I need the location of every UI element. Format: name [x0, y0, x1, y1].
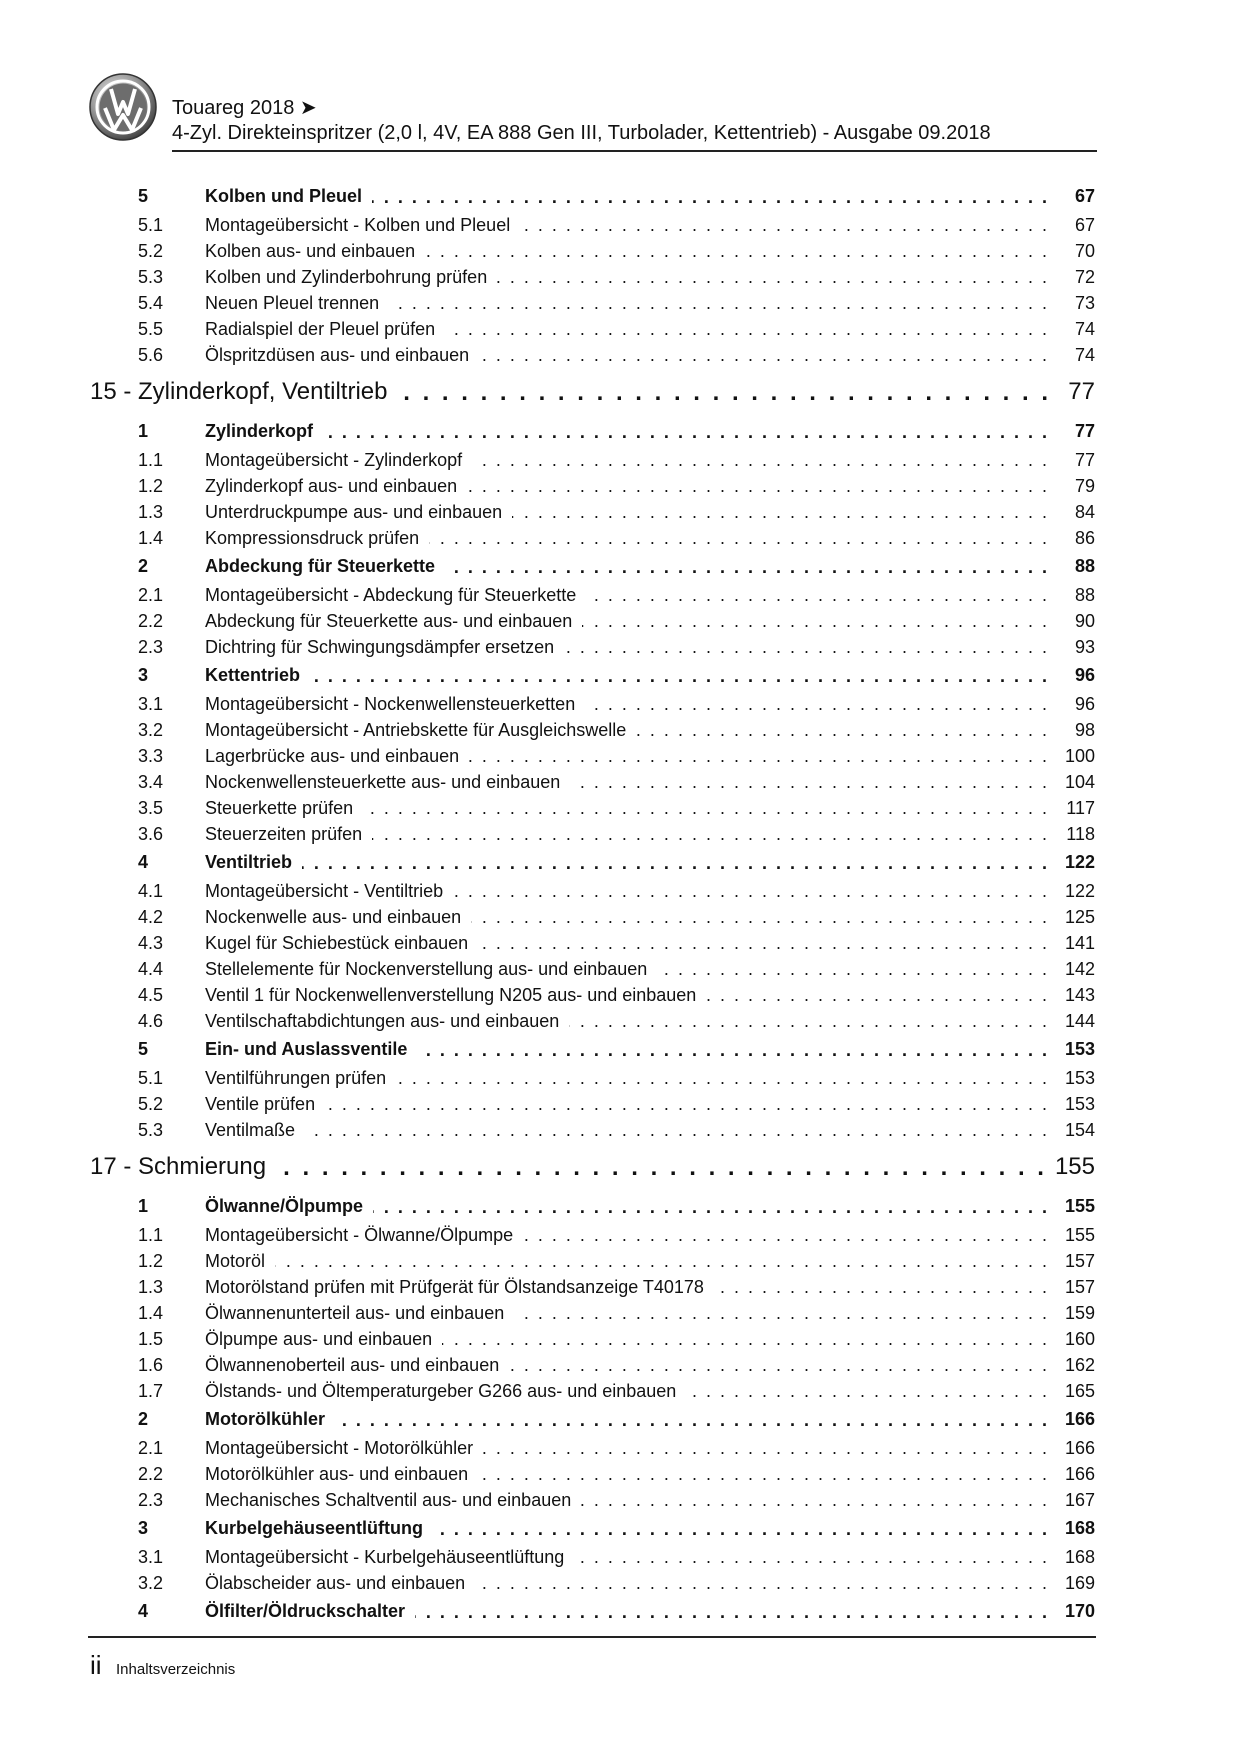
footer-divider	[88, 1636, 1096, 1638]
toc-entry-title: Abdeckung für Steuerkette	[205, 556, 436, 576]
toc-entry-number: 5.6	[138, 344, 164, 365]
toc-entry-title: Kugel für Schiebestück einbauen	[205, 932, 469, 953]
toc-leader-dots	[657, 959, 1049, 979]
toc-entry-title: Motorölkühler	[205, 1409, 325, 1429]
toc-entry-number: 4.5	[138, 984, 164, 1005]
toc-entry-number: 3.2	[138, 719, 164, 740]
toc-leader-dots	[497, 267, 1049, 287]
toc-section-row[interactable]	[90, 847, 1095, 878]
toc-entry-page: 74	[1074, 344, 1095, 365]
toc-subsection-row[interactable]	[90, 1248, 1095, 1274]
toc-entry-title: Ölwannenoberteil aus- und einbauen	[205, 1354, 500, 1375]
toc-entry-number: 5	[138, 186, 149, 206]
toc-entry-title: Ölabscheider aus- und einbauen	[205, 1572, 466, 1593]
toc-chapter-row[interactable]	[90, 1143, 1095, 1191]
toc-entry-number: 1.4	[138, 1302, 164, 1323]
toc-entry-title: Motoröl	[205, 1250, 266, 1271]
toc-chapter-row[interactable]	[90, 368, 1095, 416]
toc-entry-number: 4.6	[138, 1010, 164, 1031]
toc-entry-title: Kolben und Zylinderbohrung prüfen	[205, 266, 488, 287]
toc-entry-title: Ventilmaße	[205, 1119, 296, 1140]
toc-entry-number: 3	[138, 1518, 149, 1538]
toc-entry-number: 1.1	[138, 1224, 164, 1245]
toc-subsection-row[interactable]	[90, 743, 1095, 769]
toc-entry-number: 2.1	[138, 584, 164, 605]
toc-leader-dots	[471, 907, 1049, 927]
toc-entry-page: 168	[1064, 1518, 1095, 1538]
toc-subsection-row[interactable]	[90, 769, 1095, 795]
toc-leader-dots	[581, 1490, 1049, 1510]
toc-leader-dots	[275, 1251, 1049, 1271]
toc-entry-title: Montageübersicht - Nockenwellensteuerketten	[205, 693, 576, 714]
toc-entry-page: 125	[1064, 906, 1095, 927]
toc-entry-title: Montageübersicht - Ventiltrieb	[205, 880, 444, 901]
toc-entry-page: 157	[1064, 1276, 1095, 1297]
toc-entry-page: 100	[1064, 745, 1095, 766]
toc-leader-dots	[706, 985, 1049, 1005]
toc-entry-title: Steuerkette prüfen	[205, 797, 354, 818]
toc-leader-dots	[453, 881, 1049, 901]
toc-entry-number: 5	[138, 1039, 149, 1059]
toc-entry-title: 15 - Zylinderkopf, Ventiltrieb	[90, 378, 388, 405]
footer-page-number: ii	[90, 1650, 102, 1680]
toc-leader-dots	[325, 1094, 1049, 1114]
toc-subsection-row[interactable]	[90, 1378, 1095, 1404]
toc-section-row[interactable]	[90, 416, 1095, 447]
toc-entry-number: 1	[138, 421, 149, 441]
toc-entry-number: 5.3	[138, 1119, 164, 1140]
toc-entry-page: 153	[1064, 1039, 1095, 1059]
toc-leader-dots	[467, 476, 1049, 496]
toc-subsection-row[interactable]	[90, 447, 1095, 473]
toc-entry-number: 1.5	[138, 1328, 164, 1349]
toc-entry-page: 155	[1064, 1224, 1095, 1245]
page-header	[88, 72, 1098, 152]
toc-entry-page: 166	[1064, 1463, 1095, 1484]
toc-entry-title: Ventil 1 für Nockenwellenverstellung N205 aus- und einbauen	[205, 984, 697, 1005]
toc-entry-title: Dichtring für Schwingungsdämpfer ersetzen	[205, 636, 555, 657]
toc-subsection-row[interactable]	[90, 691, 1095, 717]
header-divider	[172, 150, 1097, 152]
toc-leader-dots	[512, 502, 1049, 522]
toc-leader-dots	[714, 1277, 1049, 1297]
toc-entry-number: 1.3	[138, 1276, 164, 1297]
toc-entry-page: 166	[1064, 1409, 1095, 1429]
toc-entry-title: Ventilschaftabdichtungen aus- und einbauen	[205, 1010, 560, 1031]
toc-leader-dots	[686, 1381, 1049, 1401]
toc-entry-number: 5.3	[138, 266, 164, 287]
toc-leader-dots	[433, 1519, 1049, 1539]
toc-leader-dots	[323, 422, 1049, 442]
toc-entry-number: 2.2	[138, 610, 164, 631]
toc-entry-page: 86	[1074, 527, 1095, 548]
toc-entry-number: 4.1	[138, 880, 164, 901]
toc-leader-dots	[582, 611, 1049, 631]
toc-entry-title: Motorölstand prüfen mit Prüfgerät für Ölstandsanzeige T40178	[205, 1276, 704, 1297]
toc-entry-title: Montageübersicht - Zylinderkopf	[205, 449, 463, 470]
toc-entry-page: 122	[1064, 880, 1095, 901]
toc-leader-dots	[523, 1225, 1049, 1245]
toc-entry-page: 160	[1064, 1328, 1095, 1349]
toc-subsection-row[interactable]	[90, 525, 1095, 551]
toc-entry-title: Kolben aus- und einbauen	[205, 240, 416, 261]
toc-entry-page: 72	[1074, 266, 1095, 287]
toc-entry-number: 1.4	[138, 527, 164, 548]
toc-section-row[interactable]	[90, 1513, 1095, 1544]
toc-leader-dots	[483, 1438, 1049, 1458]
toc-entry-page: 98	[1074, 719, 1095, 740]
toc-entry-number: 2	[138, 1409, 149, 1429]
toc-entry-page: 118	[1066, 823, 1095, 844]
toc-leader-dots	[478, 1464, 1049, 1484]
toc-entry-page: 70	[1074, 240, 1095, 261]
toc-entry-number: 5.5	[138, 318, 164, 339]
toc-entry-title: Nockenwelle aus- und einbauen	[205, 906, 462, 927]
toc-entry-title: Ölwanne/Ölpumpe	[205, 1196, 364, 1216]
toc-entry-page: 155	[1054, 1153, 1095, 1180]
toc-entry-page: 169	[1064, 1572, 1095, 1593]
toc-entry-page: 153	[1064, 1067, 1095, 1088]
toc-entry-page: 73	[1074, 292, 1095, 313]
table-of-contents	[90, 181, 1095, 1627]
toc-entry-title: Nockenwellensteuerkette aus- und einbauen	[205, 771, 561, 792]
toc-subsection-row[interactable]	[90, 264, 1095, 290]
toc-subsection-row[interactable]	[90, 1065, 1095, 1091]
toc-leader-dots	[445, 319, 1049, 339]
toc-entry-number: 2.1	[138, 1437, 164, 1458]
toc-entry-number: 5.2	[138, 240, 164, 261]
toc-subsection-row[interactable]	[90, 1222, 1095, 1248]
toc-entry-page: 144	[1064, 1010, 1095, 1031]
page-footer	[90, 1650, 235, 1681]
toc-entry-page: 84	[1074, 501, 1095, 522]
toc-entry-title: Ventilführungen prüfen	[205, 1067, 387, 1088]
toc-entry-title: Montageübersicht - Abdeckung für Steuerkette	[205, 584, 577, 605]
toc-entry-number: 2.3	[138, 636, 164, 657]
toc-leader-dots	[564, 637, 1049, 657]
toc-entry-page: 77	[1074, 449, 1095, 470]
toc-entry-page: 77	[1074, 421, 1095, 441]
toc-leader-dots	[509, 1355, 1049, 1375]
toc-entry-number: 4.3	[138, 932, 164, 953]
toc-entry-title: 17 - Schmierung	[90, 1153, 267, 1180]
toc-leader-dots	[425, 241, 1049, 261]
toc-entry-title: Montageübersicht - Motorölkühler	[205, 1437, 474, 1458]
toc-entry-number: 4	[138, 852, 149, 872]
toc-leader-dots	[280, 1154, 1047, 1180]
toc-entry-title: Unterdruckpumpe aus- und einbauen	[205, 501, 503, 522]
toc-entry-page: 167	[1064, 1489, 1095, 1510]
toc-subsection-row[interactable]	[90, 1300, 1095, 1326]
toc-subsection-row[interactable]	[90, 1570, 1095, 1596]
toc-section-row[interactable]	[90, 1404, 1095, 1435]
header-engine-line: 4-Zyl. Direkteinspritzer (2,0 l, 4V, EA 888 Gen III, Turbolader, Kettentrieb) - Ausgabe 09.2018	[172, 122, 991, 144]
toc-entry-page: 155	[1064, 1196, 1095, 1216]
toc-entry-page: 93	[1074, 636, 1095, 657]
toc-entry-title: Ventiltrieb	[205, 852, 293, 872]
toc-leader-dots	[442, 1329, 1049, 1349]
toc-leader-dots	[389, 293, 1049, 313]
toc-subsection-row[interactable]	[90, 956, 1095, 982]
toc-leader-dots	[305, 1120, 1049, 1140]
toc-entry-page: 141	[1064, 932, 1095, 953]
toc-leader-dots	[372, 824, 1049, 844]
toc-entry-page: 143	[1064, 984, 1095, 1005]
toc-leader-dots	[472, 450, 1049, 470]
toc-entry-page: 170	[1064, 1601, 1095, 1621]
toc-entry-number: 3.6	[138, 823, 164, 844]
toc-entry-title: Montageübersicht - Kurbelgehäuseentlüftung	[205, 1546, 565, 1567]
toc-entry-title: Ein- und Auslassventile	[205, 1039, 408, 1059]
toc-leader-dots	[302, 853, 1049, 873]
toc-entry-page: 77	[1068, 378, 1095, 405]
toc-leader-dots	[310, 666, 1049, 686]
toc-entry-number: 3.5	[138, 797, 164, 818]
toc-leader-dots	[479, 345, 1049, 365]
toc-leader-dots	[514, 1303, 1049, 1323]
toc-entry-page: 79	[1074, 475, 1095, 496]
toc-entry-number: 1.2	[138, 475, 164, 496]
toc-entry-page: 67	[1074, 186, 1095, 206]
toc-entry-title: Neuen Pleuel trennen	[205, 292, 380, 313]
toc-subsection-row[interactable]	[90, 904, 1095, 930]
toc-entry-title: Kompressionsdruck prüfen	[205, 527, 420, 548]
toc-entry-title: Zylinderkopf	[205, 421, 314, 441]
toc-subsection-row[interactable]	[90, 982, 1095, 1008]
toc-entry-number: 1.2	[138, 1250, 164, 1271]
toc-entry-page: 88	[1074, 584, 1095, 605]
toc-leader-dots	[636, 720, 1049, 740]
toc-entry-number: 3.4	[138, 771, 164, 792]
toc-entry-number: 4.2	[138, 906, 164, 927]
toc-entry-page: 166	[1064, 1437, 1095, 1458]
toc-subsection-row[interactable]	[90, 1008, 1095, 1034]
toc-leader-dots	[586, 585, 1049, 605]
toc-subsection-row[interactable]	[90, 608, 1095, 634]
toc-subsection-row[interactable]	[90, 930, 1095, 956]
toc-leader-dots	[373, 1197, 1049, 1217]
toc-entry-number: 1.7	[138, 1380, 164, 1401]
toc-entry-number: 2	[138, 556, 149, 576]
toc-entry-number: 5.4	[138, 292, 164, 313]
header-text	[172, 96, 991, 146]
toc-leader-dots	[475, 1573, 1049, 1593]
toc-subsection-row[interactable]	[90, 634, 1095, 660]
toc-entry-title: Motorölkühler aus- und einbauen	[205, 1463, 469, 1484]
toc-section-row[interactable]	[90, 1034, 1095, 1065]
toc-entry-page: 162	[1064, 1354, 1095, 1375]
toc-entry-page: 96	[1074, 665, 1095, 685]
toc-leader-dots	[335, 1410, 1049, 1430]
toc-entry-number: 1	[138, 1196, 149, 1216]
toc-subsection-row[interactable]	[90, 238, 1095, 264]
toc-subsection-row[interactable]	[90, 717, 1095, 743]
toc-leader-dots	[469, 746, 1049, 766]
toc-entry-page: 157	[1064, 1250, 1095, 1271]
toc-entry-title: Montageübersicht - Antriebskette für Ausgleichswelle	[205, 719, 627, 740]
toc-leader-dots	[585, 694, 1049, 714]
toc-entry-title: Lagerbrücke aus- und einbauen	[205, 745, 460, 766]
toc-leader-dots	[570, 772, 1049, 792]
toc-entry-number: 4	[138, 1601, 149, 1621]
toc-subsection-row[interactable]	[90, 1487, 1095, 1513]
toc-entry-page: 154	[1064, 1119, 1095, 1140]
toc-entry-number: 2.2	[138, 1463, 164, 1484]
toc-leader-dots	[569, 1011, 1049, 1031]
toc-subsection-row[interactable]	[90, 473, 1095, 499]
toc-entry-number: 5.1	[138, 214, 164, 235]
toc-entry-title: Kolben und Pleuel	[205, 186, 363, 206]
toc-subsection-row[interactable]	[90, 342, 1095, 368]
toc-subsection-row[interactable]	[90, 1544, 1095, 1570]
toc-section-row[interactable]	[90, 660, 1095, 691]
toc-entry-title: Stellelemente für Nockenverstellung aus- und einbauen	[205, 958, 648, 979]
toc-entry-number: 1.6	[138, 1354, 164, 1375]
toc-subsection-row[interactable]	[90, 212, 1095, 238]
toc-entry-number: 3.3	[138, 745, 164, 766]
toc-entry-title: Radialspiel der Pleuel prüfen	[205, 318, 436, 339]
toc-entry-page: 96	[1074, 693, 1095, 714]
toc-subsection-row[interactable]	[90, 1352, 1095, 1378]
toc-subsection-row[interactable]	[90, 1274, 1095, 1300]
toc-section-row[interactable]	[90, 181, 1095, 212]
header-model-line: Touareg 2018 ➤	[172, 97, 317, 119]
toc-leader-dots	[445, 557, 1049, 577]
toc-subsection-row[interactable]	[90, 821, 1095, 847]
toc-leader-dots	[574, 1547, 1049, 1567]
toc-leader-dots	[363, 798, 1049, 818]
toc-entry-page: 122	[1064, 852, 1095, 872]
toc-leader-dots	[396, 1068, 1049, 1088]
footer-label: Inhaltsverzeichnis	[116, 1661, 236, 1678]
toc-entry-number: 5.2	[138, 1093, 164, 1114]
toc-leader-dots	[372, 187, 1049, 207]
toc-section-row[interactable]	[90, 1596, 1095, 1627]
toc-subsection-row[interactable]	[90, 316, 1095, 342]
toc-entry-number: 4.4	[138, 958, 164, 979]
toc-section-row[interactable]	[90, 551, 1095, 582]
toc-subsection-row[interactable]	[90, 582, 1095, 608]
toc-entry-title: Ölpumpe aus- und einbauen	[205, 1328, 433, 1349]
toc-subsection-row[interactable]	[90, 1461, 1095, 1487]
toc-entry-page: 117	[1066, 797, 1095, 818]
toc-entry-page: 88	[1074, 556, 1095, 576]
toc-entry-page: 74	[1074, 318, 1095, 339]
toc-entry-title: Kettentrieb	[205, 665, 301, 685]
toc-entry-title: Ölstands- und Öltemperaturgeber G266 aus- und einbauen	[205, 1380, 677, 1401]
toc-entry-number: 1.1	[138, 449, 164, 470]
toc-leader-dots	[401, 379, 1051, 405]
toc-subsection-row[interactable]	[90, 878, 1095, 904]
toc-entry-title: Montageübersicht - Kolben und Pleuel	[205, 214, 511, 235]
toc-entry-title: Ölwannenunterteil aus- und einbauen	[205, 1302, 505, 1323]
toc-leader-dots	[429, 528, 1049, 548]
toc-subsection-row[interactable]	[90, 1091, 1095, 1117]
toc-section-row[interactable]	[90, 1191, 1095, 1222]
toc-entry-title: Kurbelgehäuseentlüftung	[205, 1518, 424, 1538]
toc-entry-title: Mechanisches Schaltventil aus- und einbauen	[205, 1489, 572, 1510]
toc-leader-dots	[415, 1602, 1049, 1622]
toc-entry-page: 168	[1064, 1546, 1095, 1567]
toc-entry-title: Steuerzeiten prüfen	[205, 823, 363, 844]
toc-entry-number: 1.3	[138, 501, 164, 522]
toc-entry-number: 2.3	[138, 1489, 164, 1510]
toc-entry-page: 153	[1064, 1093, 1095, 1114]
toc-entry-page: 67	[1074, 214, 1095, 235]
toc-entry-number: 3	[138, 665, 149, 685]
toc-subsection-row[interactable]	[90, 290, 1095, 316]
toc-subsection-row[interactable]	[90, 795, 1095, 821]
toc-subsection-row[interactable]	[90, 1435, 1095, 1461]
toc-entry-number: 3.2	[138, 1572, 164, 1593]
toc-entry-title: Abdeckung für Steuerkette aus- und einbauen	[205, 610, 573, 631]
toc-entry-title: Montageübersicht - Ölwanne/Ölpumpe	[205, 1224, 514, 1245]
vw-logo-icon	[88, 72, 158, 142]
toc-entry-page: 104	[1064, 771, 1095, 792]
toc-entry-number: 5.1	[138, 1067, 164, 1088]
toc-entry-title: Ölfilter/Öldruckschalter	[205, 1601, 406, 1621]
toc-entry-title: Ventile prüfen	[205, 1093, 316, 1114]
toc-entry-page: 159	[1064, 1302, 1095, 1323]
toc-entry-title: Ölspritzdüsen aus- und einbauen	[205, 344, 470, 365]
toc-subsection-row[interactable]	[90, 1326, 1095, 1352]
toc-entry-page: 90	[1074, 610, 1095, 631]
toc-leader-dots	[520, 215, 1049, 235]
toc-entry-title: Zylinderkopf aus- und einbauen	[205, 475, 458, 496]
toc-entry-page: 142	[1064, 958, 1095, 979]
toc-subsection-row[interactable]	[90, 499, 1095, 525]
toc-entry-page: 165	[1064, 1380, 1095, 1401]
toc-entry-number: 3.1	[138, 693, 164, 714]
toc-leader-dots	[417, 1040, 1049, 1060]
toc-entry-number: 3.1	[138, 1546, 164, 1567]
toc-leader-dots	[478, 933, 1049, 953]
toc-subsection-row[interactable]	[90, 1117, 1095, 1143]
